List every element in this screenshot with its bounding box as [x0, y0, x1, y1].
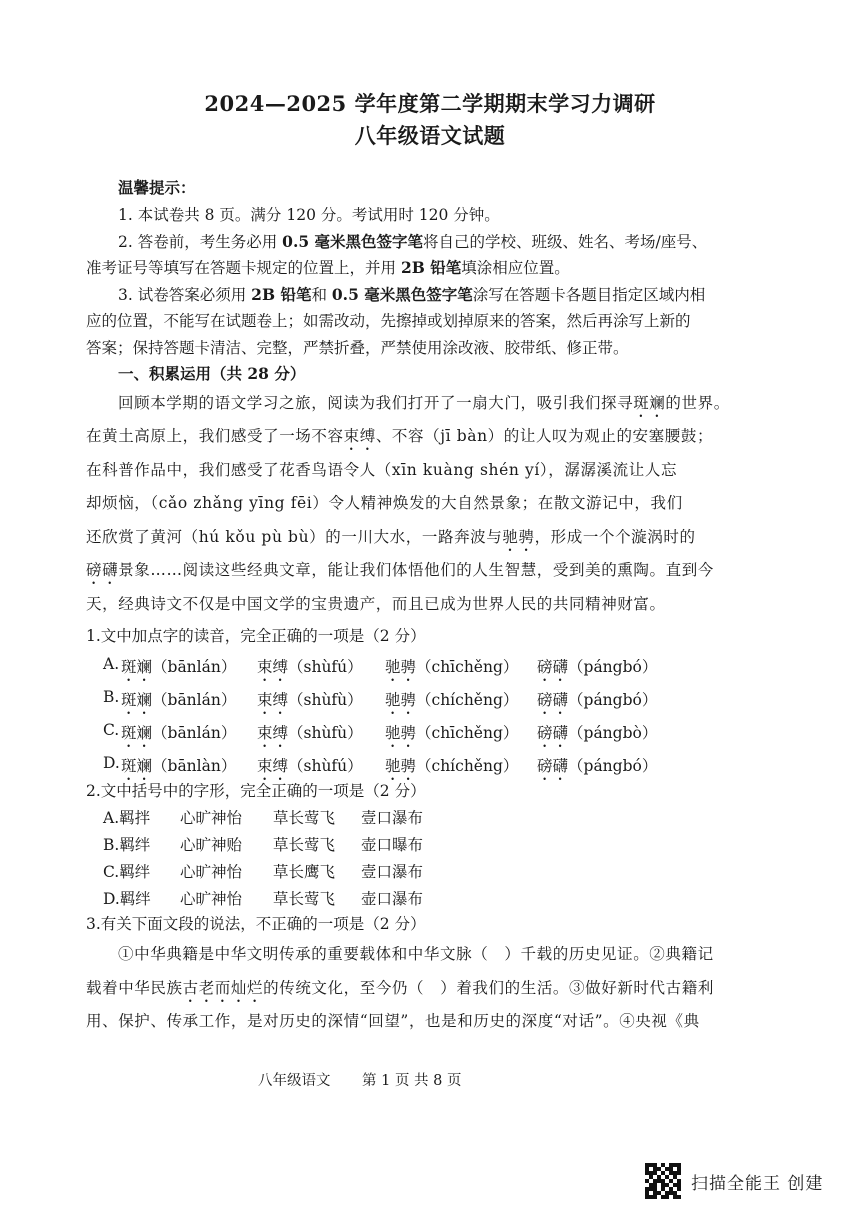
option-term — [121, 688, 236, 718]
dotted-word: 驰骋 — [502, 528, 535, 546]
option-term — [385, 655, 518, 685]
option-term: 草长莺飞 — [273, 809, 336, 827]
passage-text: 景象……阅读这些经典文章，能让我们体悟他们的人生智慧，受到美的熏陶。直到今 — [118, 561, 714, 579]
dotted-word: 斑斓 — [633, 394, 666, 412]
notice-emphasis: 2B 铅笔 — [251, 285, 312, 304]
passage-line-2 — [86, 424, 713, 454]
q3-passage-line-1: ①中华典籍是中华文明传承的重要载体和中华文脉（ ）千载的历史见证。②典籍记 — [118, 945, 714, 963]
option-term: 心旷神怡 — [180, 863, 243, 881]
option-term: 心旷神贻 — [180, 836, 243, 854]
passage-text: ，形成一个个漩涡时的 — [534, 528, 696, 546]
dotted-word: 古老而灿烂 — [182, 979, 264, 997]
pinyin: （shùfú） — [288, 658, 363, 676]
dotted-word: 驰骋 — [385, 658, 417, 676]
notice-item-3-cont2: 答案；保持答题卡清洁、完整，严禁折叠，严禁使用涂改液、胶带纸、修正带。 — [86, 339, 629, 357]
option-term — [257, 688, 363, 718]
notice-text: 3. 试卷答案必须用 — [118, 286, 252, 304]
option-term: D.羁绊 — [103, 890, 151, 908]
option-label: B. — [103, 688, 120, 706]
option-term: 心旷神怡 — [180, 890, 243, 908]
notice-text: 2. 答卷前，考生务必用 — [118, 233, 283, 251]
passage-line-1 — [118, 391, 730, 421]
watermark-text: 扫描全能王 创建 — [691, 1173, 824, 1194]
passage-text: 载着中华民族 — [86, 979, 183, 997]
dotted-word: 束缚 — [257, 724, 289, 742]
pinyin: （shùfù） — [288, 691, 363, 709]
passage-text: 还欣赏了黄河（hú kǒu pù bù）的一川大水，一路奔波与 — [86, 528, 503, 546]
exam-subtitle: 八年级语文试题 — [354, 123, 506, 148]
dotted-word: 斑斓 — [121, 658, 153, 676]
option-term: 壹口瀑布 — [361, 863, 424, 881]
option-label: A. — [103, 655, 120, 673]
option-term — [121, 655, 236, 685]
dotted-word: 磅礴 — [537, 691, 569, 709]
option-term — [537, 754, 657, 784]
notice-item-2 — [118, 230, 707, 252]
question-3-stem: 3.有关下面文段的说法，不正确的一项是（2 分） — [86, 915, 426, 933]
dotted-word: 束缚 — [257, 691, 289, 709]
pinyin: （pángbó） — [568, 757, 658, 775]
option-term — [257, 655, 363, 685]
option-term: 壹口瀑布 — [361, 809, 424, 827]
pinyin: （chīchěng） — [416, 724, 519, 742]
notice-heading: 温馨提示： — [118, 178, 196, 197]
option-term: B.羁绊 — [103, 836, 151, 854]
dotted-word: 斑斓 — [121, 757, 153, 775]
qr-code-icon — [645, 1163, 681, 1199]
dotted-word: 驰骋 — [385, 691, 417, 709]
option-term: 壶口瀑布 — [361, 890, 424, 908]
notice-text: 涂写在答题卡各题目指定区域内相 — [472, 286, 706, 304]
pinyin: （shùfù） — [288, 724, 363, 742]
passage-text: 回顾本学期的语文学习之旅，阅读为我们打开了一扇大门，吸引我们探寻 — [118, 394, 634, 412]
option-term — [257, 721, 363, 751]
passage-line-4: 却烦恼，（cǎo zhǎng yīng fēi）令人精神焕发的大自然景象；在散文游记中，我们 — [86, 494, 683, 512]
option-term: A.羁拌 — [103, 809, 151, 827]
scanner-watermark — [645, 1163, 823, 1199]
dotted-word: 束缚 — [257, 658, 289, 676]
option-term — [537, 655, 657, 685]
question-2-stem: 2.文中括号中的字形，完全正确的一项是（2 分） — [86, 782, 426, 800]
pinyin: （pángbò） — [568, 724, 658, 742]
option-term — [537, 721, 657, 751]
notice-text: 准考证号等填写在答题卡规定的位置上，并用 — [86, 259, 401, 277]
option-label: D. — [103, 754, 120, 772]
option-term: 壶口曝布 — [361, 836, 424, 854]
pinyin: （chīchěng） — [416, 658, 519, 676]
dotted-word: 束缚 — [343, 427, 376, 445]
option-label: C. — [103, 721, 120, 739]
option-term — [537, 688, 657, 718]
q3-passage-line-2 — [86, 976, 714, 1006]
passage-text: 在黄土高原上，我们感受了一场不容 — [86, 427, 344, 445]
notice-emphasis: 0.5 毫米黑色签字笔 — [282, 232, 424, 251]
option-term: 草长鹰飞 — [273, 863, 336, 881]
pinyin: （chíchěng） — [416, 691, 519, 709]
dotted-word: 磅礴 — [86, 561, 119, 579]
notice-item-1: 1. 本试卷共 8 页。满分 120 分。考试用时 120 分钟。 — [118, 206, 500, 224]
passage-text: 的传统文化，至今仍（ ）着我们的生活。③做好新时代古籍利 — [263, 979, 714, 997]
exam-title: 2024—2025 学年度第二学期期末学习力调研 — [204, 91, 656, 116]
passage-line-6 — [86, 558, 714, 588]
notice-item-2-cont — [86, 256, 570, 278]
option-term: 草长莺飞 — [273, 890, 336, 908]
question-1-stem: 1.文中加点字的读音，完全正确的一项是（2 分） — [86, 627, 426, 645]
pinyin: （pángbó） — [568, 691, 658, 709]
footer-page-info: 第 1 页 共 8 页 — [362, 1073, 462, 1089]
dotted-word: 磅礴 — [537, 658, 569, 676]
passage-text: 、不容（jī bàn）的让人叹为观止的安塞腰鼓； — [375, 427, 714, 445]
footer-subject: 八年级语文 — [258, 1073, 331, 1089]
dotted-word: 斑斓 — [121, 691, 153, 709]
dotted-word: 磅礴 — [537, 724, 569, 742]
notice-text: 填涂相应位置。 — [461, 259, 570, 277]
dotted-word: 磅礴 — [537, 757, 569, 775]
q3-passage-line-3: 用、保护、传承工作，是对历史的深情“回望”，也是和历史的深度“对话”。④央视《典 — [86, 1012, 700, 1030]
option-term — [385, 721, 518, 751]
dotted-word: 驰骋 — [385, 757, 417, 775]
option-term: 心旷神怡 — [180, 809, 243, 827]
notice-emphasis: 2B 铅笔 — [400, 258, 462, 277]
passage-line-5 — [86, 525, 696, 555]
notice-text: 和 — [311, 286, 332, 304]
pinyin: （pángbó） — [568, 658, 658, 676]
passage-line-3: 在科普作品中，我们感受了花香鸟语令人（xīn kuàng shén yí），潺潺溪流让人忘 — [86, 461, 678, 479]
pinyin: （bānlàn） — [152, 757, 237, 775]
option-term — [121, 721, 236, 751]
section-heading: 一、积累运用（共 28 分） — [118, 364, 306, 383]
passage-text: 的世界。 — [665, 394, 730, 412]
dotted-word: 斑斓 — [121, 724, 153, 742]
notice-item-3-cont: 应的位置，不能写在试题卷上；如需改动，先擦掉或划掉原来的答案，然后再涂写上新的 — [86, 312, 691, 330]
notice-text: 将自己的学校、班级、姓名、考场/座号、 — [423, 233, 708, 251]
dotted-word: 驰骋 — [385, 724, 417, 742]
pinyin: （chíchěng） — [416, 757, 519, 775]
pinyin: （bānlán） — [152, 724, 237, 742]
notice-emphasis: 0.5 毫米黑色签字笔 — [331, 285, 473, 304]
passage-line-7: 天，经典诗文不仅是中国文学的宝贵遗产，而且已成为世界人民的共同精神财富。 — [86, 595, 666, 613]
pinyin: （bānlán） — [152, 658, 237, 676]
notice-item-3 — [118, 283, 705, 305]
option-term — [385, 688, 518, 718]
dotted-word: 束缚 — [257, 757, 289, 775]
pinyin: （shùfú） — [288, 757, 363, 775]
pinyin: （bānlán） — [152, 691, 237, 709]
option-term: 草长莺飞 — [273, 836, 336, 854]
option-term: C.羁绊 — [103, 863, 151, 881]
